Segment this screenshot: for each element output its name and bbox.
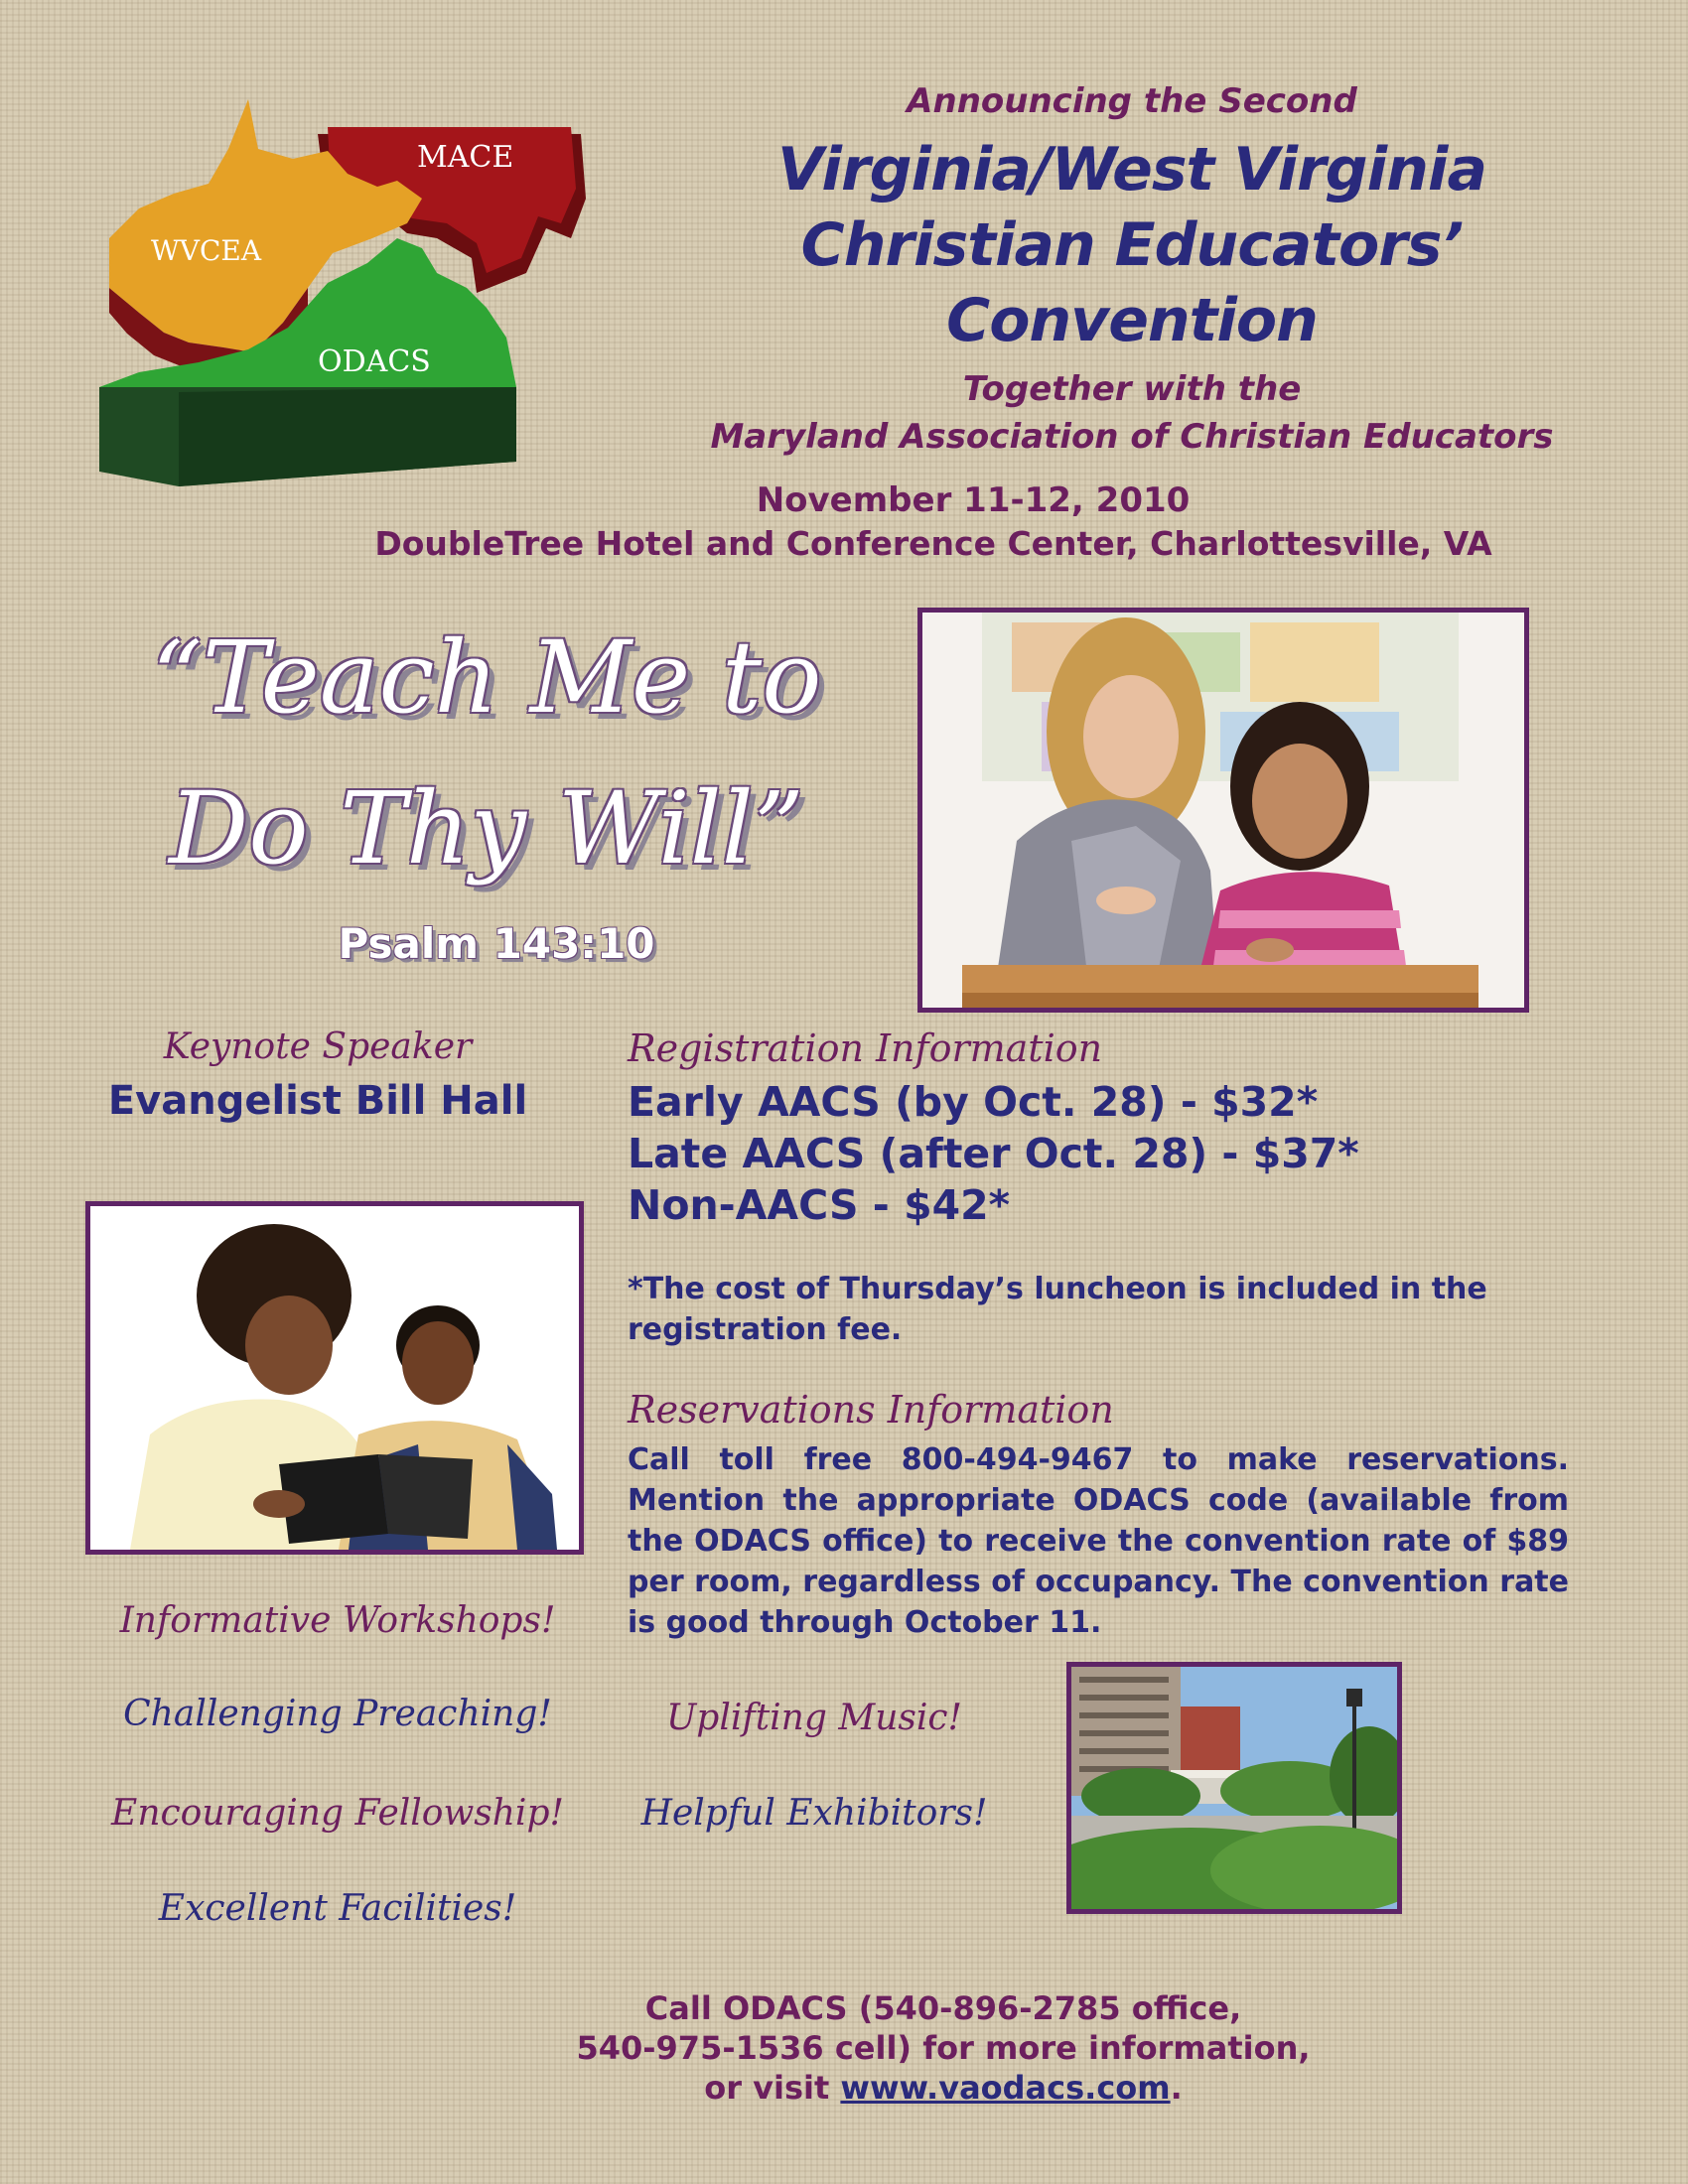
title-line-2: Christian Educators’ [800, 210, 1464, 280]
registration-item-late: Late AACS (after Oct. 28) - $37* [628, 1130, 1359, 1177]
registration-note: *The cost of Thursday’s luncheon is included in the registration fee. [628, 1272, 1487, 1347]
footer-line-2: 540-975-1536 cell) for more information, [576, 2029, 1311, 2067]
registration-item-early: Early AACS (by Oct. 28) - $32* [628, 1078, 1319, 1126]
footer-visit-prefix: or visit [704, 2069, 841, 2107]
registration-heading: Registration Information [628, 1026, 1103, 1070]
keynote-speaker-name: Evangelist Bill Hall [107, 1078, 528, 1124]
logo-label-mace: MACE [417, 140, 514, 175]
highlight-music: Uplifting Music! [665, 1698, 963, 1738]
keynote-label: Keynote Speaker [163, 1026, 473, 1067]
reservations-heading: Reservations Information [628, 1388, 1114, 1432]
theme-line-2: Do Thy Will” [169, 770, 804, 887]
footer-line-1: Call ODACS (540-896-2785 office, [644, 1989, 1242, 2027]
highlight-preaching: Challenging Preaching! [123, 1694, 552, 1734]
footer-period: . [1170, 2069, 1183, 2107]
photo-mother-son-reading [85, 1201, 584, 1555]
mother-son-reading-image-icon [90, 1206, 579, 1550]
teacher-student-image-icon [922, 613, 1524, 1008]
hotel-image-icon [1071, 1667, 1397, 1909]
registration-item-non-aacs: Non-AACS - $42* [628, 1181, 1011, 1229]
highlight-fellowship: Encouraging Fellowship! [111, 1793, 564, 1834]
event-dates: November 11-12, 2010 [756, 480, 1191, 520]
together-line-2: Maryland Association of Christian Educators [710, 417, 1554, 457]
footer-line-3 [397, 2069, 1489, 2107]
reservations-text: Call toll free 800-494-9467 to make reservations. Mention the appropriate ODACS code (available from the ODACS office) to receive the convention rate of $89 per room, regardless of occupancy. The convention rate is good through October 11. [628, 1442, 1569, 1640]
website-link[interactable]: www.vaodacs.com [840, 2069, 1171, 2107]
announcement-line: Announcing the Second [907, 81, 1357, 121]
photo-teacher-student [917, 608, 1529, 1013]
highlight-facilities: Excellent Facilities! [158, 1888, 517, 1929]
photo-hotel [1066, 1662, 1402, 1914]
highlight-workshops: Informative Workshops! [119, 1600, 556, 1641]
logo-label-odacs: ODACS [318, 344, 431, 379]
state-map-logo-icon [79, 89, 596, 496]
theme-verse: Psalm 143:10 [338, 919, 655, 968]
logo-label-wvcea: WVCEA [151, 234, 262, 267]
event-venue: DoubleTree Hotel and Conference Center, Charlottesville, VA [374, 524, 1492, 563]
highlight-exhibitors: Helpful Exhibitors! [640, 1793, 988, 1834]
together-line-1: Together with the [962, 369, 1302, 409]
theme-line-1: “Teach Me to [151, 619, 822, 736]
title-line-3: Convention [946, 286, 1318, 355]
logo [79, 89, 596, 496]
title-line-1: Virginia/West Virginia [777, 135, 1486, 205]
